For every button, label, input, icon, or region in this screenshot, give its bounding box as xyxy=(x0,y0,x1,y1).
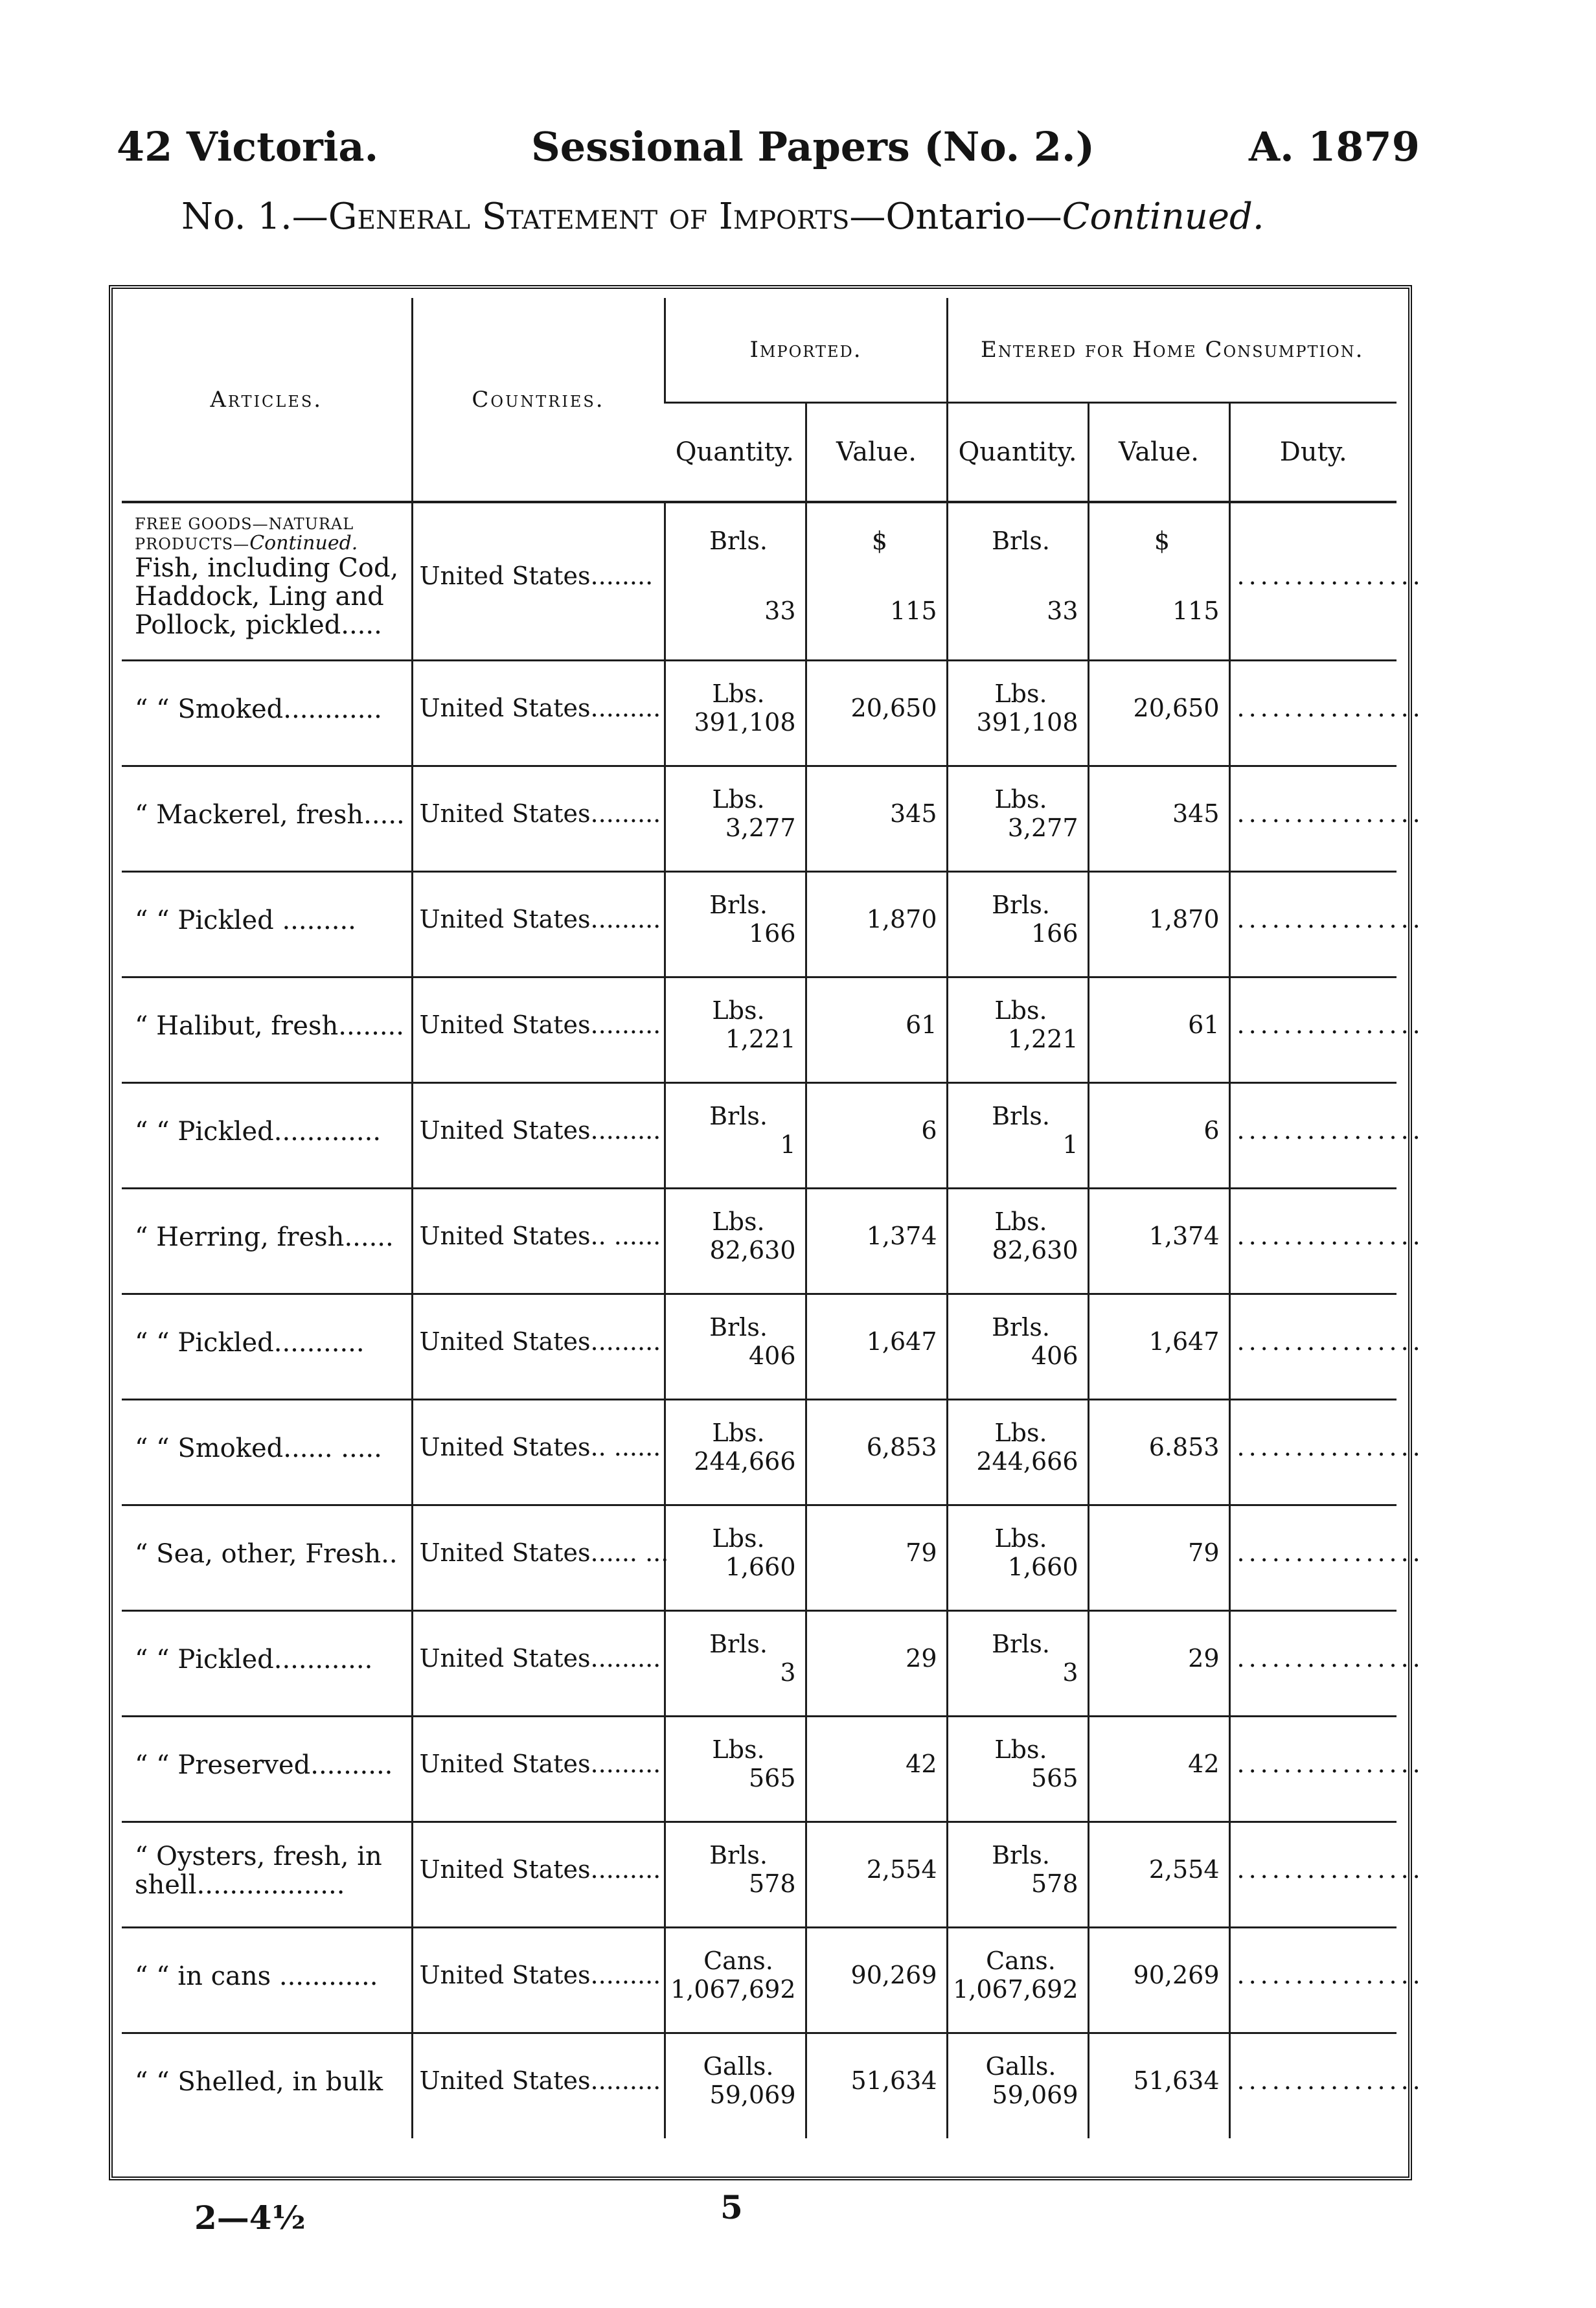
table-row xyxy=(122,2033,1396,2138)
entered-quantity-cell xyxy=(947,1399,1088,1505)
header-entered-quantity: Quantity. xyxy=(947,403,1088,503)
unit-label: Brls. xyxy=(992,1101,1050,1130)
statement-name: General Statement of Imports xyxy=(328,196,850,238)
duty-cell: ................ xyxy=(1229,1927,1396,2033)
article-cell xyxy=(122,1082,412,1188)
article-name: “ Herring, fresh...... xyxy=(135,1222,394,1252)
article-cell xyxy=(122,1505,412,1610)
imported-value-cell xyxy=(806,502,947,660)
numeric-value: 391,108 xyxy=(976,707,1078,737)
country-cell: United States......... xyxy=(412,660,665,766)
entered-quantity-cell xyxy=(947,1927,1088,2033)
numeric-value: 59,069 xyxy=(992,2081,1078,2110)
numeric-value: 6 xyxy=(921,1115,937,1145)
header-entered-value: Value. xyxy=(1088,403,1229,503)
header-left: 42 Victoria. xyxy=(117,123,379,170)
numeric-value: 1,374 xyxy=(866,1221,937,1250)
unit-label: Lbs. xyxy=(994,996,1047,1025)
duty-cell: ................ xyxy=(1229,660,1396,766)
entered-value-cell xyxy=(1088,502,1229,660)
unit-label: Lbs. xyxy=(994,1207,1047,1236)
imported-quantity-cell xyxy=(665,1716,806,1822)
table-row xyxy=(122,1822,1396,1927)
entered-value-cell xyxy=(1088,871,1229,977)
section-line-2-text: PRODUCTS— xyxy=(135,534,250,553)
table-row xyxy=(122,660,1396,766)
article-name: “ “ Preserved.......... xyxy=(135,1750,393,1780)
entered-value-cell xyxy=(1088,2033,1229,2138)
numeric-value: 391,108 xyxy=(694,707,796,737)
numeric-value: 20,650 xyxy=(1133,693,1220,722)
country-cell: United States........ xyxy=(412,502,665,660)
page-number: 5 xyxy=(720,2188,743,2226)
unit-label: Lbs. xyxy=(712,1735,765,1764)
numeric-value: 565 xyxy=(748,1763,796,1792)
table-row xyxy=(122,977,1396,1082)
table-row xyxy=(122,1082,1396,1188)
numeric-value: 61 xyxy=(906,1010,937,1039)
country-cell: United States...... ... xyxy=(412,1505,665,1610)
numeric-value: 115 xyxy=(1172,597,1220,626)
duty-cell: ................ xyxy=(1229,1188,1396,1294)
numeric-value: 3 xyxy=(1062,1658,1078,1687)
article-name: Fish, including Cod, Haddock, Ling and Pollock, pickled..... xyxy=(135,553,399,640)
numeric-value: 1,870 xyxy=(1148,904,1220,933)
imported-value-cell xyxy=(806,1505,947,1610)
unit-label: Galls. xyxy=(703,2052,774,2081)
article-name: “ Mackerel, fresh..... xyxy=(135,799,405,830)
entered-value-cell xyxy=(1088,1082,1229,1188)
duty-cell: ................ xyxy=(1229,871,1396,977)
statement-province: —Ontario— xyxy=(849,196,1062,238)
unit-label: Lbs. xyxy=(994,1735,1047,1764)
numeric-value: 1,067,692 xyxy=(953,1974,1078,2004)
article-name: “ “ Shelled, in bulk xyxy=(135,2067,383,2097)
unit-label: Brls. xyxy=(709,1629,768,1658)
numeric-value: 82,630 xyxy=(992,1235,1078,1264)
duty-cell: ................ xyxy=(1229,1822,1396,1927)
duty-cell: ................ xyxy=(1229,2033,1396,2138)
entered-quantity-cell xyxy=(947,766,1088,871)
entered-value-cell xyxy=(1088,1716,1229,1822)
imported-value-cell xyxy=(806,2033,947,2138)
imported-value-cell xyxy=(806,871,947,977)
numeric-value: 33 xyxy=(764,597,796,626)
numeric-value: 406 xyxy=(1031,1341,1078,1370)
unit-label: Brls. xyxy=(992,1629,1050,1658)
numeric-value: 79 xyxy=(906,1538,937,1567)
table-row xyxy=(122,1188,1396,1294)
entered-quantity-cell xyxy=(947,977,1088,1082)
entered-quantity-cell xyxy=(947,502,1088,660)
imported-quantity-cell xyxy=(665,660,806,766)
imported-value-cell xyxy=(806,1716,947,1822)
unit-label: Cans. xyxy=(703,1946,773,1975)
unit-label: $ xyxy=(871,527,888,556)
imported-quantity-cell xyxy=(665,1822,806,1927)
article-cell xyxy=(122,502,412,660)
imported-quantity-cell xyxy=(665,1505,806,1610)
imported-quantity-cell xyxy=(665,766,806,871)
entered-value-cell xyxy=(1088,766,1229,871)
article-name: “ “ Pickled ......... xyxy=(135,905,356,935)
footer-signature: 2—4½ xyxy=(194,2199,306,2237)
article-name: “ “ Pickled............. xyxy=(135,1116,382,1147)
header-title: Sessional Papers (No. 2.) xyxy=(531,123,1095,170)
numeric-value: 33 xyxy=(1047,597,1078,626)
imported-value-cell xyxy=(806,766,947,871)
article-name: “ “ Pickled........... xyxy=(135,1327,365,1358)
entered-quantity-cell xyxy=(947,1188,1088,1294)
imported-quantity-cell xyxy=(665,1188,806,1294)
entered-quantity-cell xyxy=(947,1082,1088,1188)
unit-label: Lbs. xyxy=(712,1524,765,1553)
unit-label: Lbs. xyxy=(994,679,1047,708)
numeric-value: 3,277 xyxy=(1007,813,1078,842)
entered-quantity-cell xyxy=(947,1294,1088,1399)
imported-value-cell xyxy=(806,977,947,1082)
imported-quantity-cell xyxy=(665,1927,806,2033)
unit-label: Brls. xyxy=(992,1312,1050,1342)
unit-label: Cans. xyxy=(986,1946,1056,1975)
unit-label: Brls. xyxy=(709,1840,768,1869)
header-imported: Imported. xyxy=(665,298,947,403)
header-countries: Countries. xyxy=(412,298,665,502)
header-right: A. 1879 xyxy=(1249,123,1420,170)
numeric-value: 59,069 xyxy=(709,2081,796,2110)
country-cell: United States......... xyxy=(412,2033,665,2138)
article-cell xyxy=(122,766,412,871)
unit-label: Brls. xyxy=(709,1312,768,1342)
imported-quantity-cell xyxy=(665,2033,806,2138)
article-name: “ “ Smoked...... ..... xyxy=(135,1433,382,1463)
entered-value-cell xyxy=(1088,1822,1229,1927)
numeric-value: 1,660 xyxy=(725,1552,796,1581)
unit-label: Lbs. xyxy=(712,996,765,1025)
table-row xyxy=(122,1716,1396,1822)
unit-label: Galls. xyxy=(985,2052,1056,2081)
numeric-value: 1,647 xyxy=(1148,1327,1220,1356)
article-cell xyxy=(122,1927,412,2033)
numeric-value: 244,666 xyxy=(694,1446,796,1476)
entered-value-cell xyxy=(1088,1294,1229,1399)
header-imported-quantity: Quantity. xyxy=(665,403,806,503)
unit-label: Brls. xyxy=(709,890,768,919)
table-row xyxy=(122,1505,1396,1610)
article-cell xyxy=(122,1610,412,1716)
table-row xyxy=(122,871,1396,977)
country-cell: United States......... xyxy=(412,977,665,1082)
numeric-value: 20,650 xyxy=(850,693,937,722)
imported-value-cell xyxy=(806,1188,947,1294)
duty-cell: ................ xyxy=(1229,1082,1396,1188)
numeric-value: 166 xyxy=(748,919,796,948)
country-cell: United States......... xyxy=(412,1822,665,1927)
unit-label: $ xyxy=(1154,527,1170,556)
entered-quantity-cell xyxy=(947,1716,1088,1822)
entered-quantity-cell xyxy=(947,660,1088,766)
country-cell: United States......... xyxy=(412,1082,665,1188)
article-cell xyxy=(122,1399,412,1505)
numeric-value: 51,634 xyxy=(1133,2066,1220,2096)
numeric-value: 1 xyxy=(1062,1130,1078,1159)
article-name: “ Oysters, fresh, in shell.................. xyxy=(135,1841,382,1900)
numeric-value: 406 xyxy=(748,1341,796,1370)
article-cell xyxy=(122,2033,412,2138)
numeric-value: 90,269 xyxy=(850,1960,937,1989)
table-row xyxy=(122,1610,1396,1716)
unit-label: Brls. xyxy=(992,890,1050,919)
numeric-value: 90,269 xyxy=(1133,1960,1220,1989)
article-name: “ Halibut, fresh........ xyxy=(135,1011,404,1041)
entered-quantity-cell xyxy=(947,871,1088,977)
numeric-value: 1 xyxy=(780,1130,796,1159)
numeric-value: 6,853 xyxy=(866,1432,937,1461)
numeric-value: 42 xyxy=(906,1749,937,1778)
statement-title xyxy=(181,196,1264,238)
entered-value-cell xyxy=(1088,1505,1229,1610)
country-cell: United States......... xyxy=(412,1294,665,1399)
imported-quantity-cell xyxy=(665,1294,806,1399)
entered-value-cell xyxy=(1088,1399,1229,1505)
entered-value-cell xyxy=(1088,1927,1229,2033)
numeric-value: 578 xyxy=(748,1869,796,1898)
numeric-value: 42 xyxy=(1188,1749,1220,1778)
duty-cell: ................ xyxy=(1229,766,1396,871)
unit-label: Brls. xyxy=(709,1101,768,1130)
article-name: “ “ Smoked............ xyxy=(135,694,382,724)
imported-value-cell xyxy=(806,1399,947,1505)
article-name: “ Sea, other, Fresh.. xyxy=(135,1538,398,1569)
unit-label: Brls. xyxy=(992,527,1050,556)
country-cell: United States......... xyxy=(412,871,665,977)
numeric-value: 1,647 xyxy=(866,1327,937,1356)
numeric-value: 1,067,692 xyxy=(670,1974,796,2004)
imported-quantity-cell xyxy=(665,977,806,1082)
statement-continued: Continued. xyxy=(1062,196,1264,238)
numeric-value: 82,630 xyxy=(709,1235,796,1264)
country-cell: United States......... xyxy=(412,1927,665,2033)
article-cell xyxy=(122,1822,412,1927)
numeric-value: 115 xyxy=(889,597,937,626)
entered-value-cell xyxy=(1088,1188,1229,1294)
unit-label: Lbs. xyxy=(712,1418,765,1447)
article-cell xyxy=(122,977,412,1082)
header-articles: Articles. xyxy=(122,298,412,502)
section-heading xyxy=(135,516,411,554)
numeric-value: 1,221 xyxy=(1007,1024,1078,1053)
duty-cell: ................ xyxy=(1229,977,1396,1082)
entered-value-cell xyxy=(1088,1610,1229,1716)
article-cell xyxy=(122,660,412,766)
imported-quantity-cell xyxy=(665,1610,806,1716)
numeric-value: 1,660 xyxy=(1007,1552,1078,1581)
duty-cell: ................ xyxy=(1229,502,1396,660)
country-cell: United States......... xyxy=(412,766,665,871)
numeric-value: 29 xyxy=(906,1643,937,1673)
numeric-value: 345 xyxy=(1172,799,1220,828)
unit-label: Lbs. xyxy=(994,1524,1047,1553)
section-line-1: FREE GOODS—NATURAL xyxy=(135,514,354,533)
numeric-value: 244,666 xyxy=(976,1446,1078,1476)
numeric-value: 1,870 xyxy=(866,904,937,933)
entered-quantity-cell xyxy=(947,1505,1088,1610)
duty-cell: ................ xyxy=(1229,1610,1396,1716)
imported-value-cell xyxy=(806,1822,947,1927)
section-line-2 xyxy=(135,532,411,554)
duty-cell: ................ xyxy=(1229,1505,1396,1610)
numeric-value: 79 xyxy=(1188,1538,1220,1567)
country-cell: United States.. ...... xyxy=(412,1188,665,1294)
statement-number: No. 1.— xyxy=(181,196,328,238)
numeric-value: 6 xyxy=(1203,1115,1220,1145)
entered-quantity-cell xyxy=(947,1610,1088,1716)
section-continued: Continued. xyxy=(249,531,358,554)
table-row xyxy=(122,502,1396,660)
numeric-value: 3 xyxy=(780,1658,796,1687)
imported-value-cell xyxy=(806,660,947,766)
unit-label: Lbs. xyxy=(712,1207,765,1236)
header-imported-value: Value. xyxy=(806,403,947,503)
article-name: “ “ in cans ............ xyxy=(135,1961,378,1991)
header-duty: Duty. xyxy=(1229,403,1396,503)
entered-value-cell xyxy=(1088,660,1229,766)
table-body xyxy=(122,502,1424,2138)
numeric-value: 1,374 xyxy=(1148,1221,1220,1250)
numeric-value: 2,554 xyxy=(866,1855,937,1884)
numeric-value: 51,634 xyxy=(850,2066,937,2096)
numeric-value: 345 xyxy=(889,799,937,828)
table-frame xyxy=(109,285,1424,2180)
table-row xyxy=(122,1927,1396,2033)
article-cell xyxy=(122,1716,412,1822)
numeric-value: 3,277 xyxy=(725,813,796,842)
table-row xyxy=(122,766,1396,871)
unit-label: Brls. xyxy=(992,1840,1050,1869)
entered-value-cell xyxy=(1088,977,1229,1082)
duty-cell: ................ xyxy=(1229,1294,1396,1399)
imported-value-cell xyxy=(806,1082,947,1188)
unit-label: Lbs. xyxy=(712,679,765,708)
table-row xyxy=(122,1294,1396,1399)
entered-quantity-cell xyxy=(947,1822,1088,1927)
article-cell xyxy=(122,1188,412,1294)
imported-quantity-cell xyxy=(665,1399,806,1505)
country-cell: United States.. ...... xyxy=(412,1399,665,1505)
imports-table xyxy=(122,298,1424,2138)
unit-label: Lbs. xyxy=(712,784,765,814)
numeric-value: 565 xyxy=(1031,1763,1078,1792)
table-row xyxy=(122,1399,1396,1505)
duty-cell: ................ xyxy=(1229,1399,1396,1505)
duty-cell: ................ xyxy=(1229,1716,1396,1822)
unit-label: Lbs. xyxy=(994,784,1047,814)
article-cell xyxy=(122,1294,412,1399)
unit-label: Lbs. xyxy=(994,1418,1047,1447)
imported-value-cell xyxy=(806,1927,947,2033)
imported-quantity-cell xyxy=(665,1082,806,1188)
numeric-value: 166 xyxy=(1031,919,1078,948)
article-name: “ “ Pickled............ xyxy=(135,1644,373,1674)
imported-value-cell xyxy=(806,1610,947,1716)
numeric-value: 6.853 xyxy=(1148,1432,1220,1461)
numeric-value: 2,554 xyxy=(1148,1855,1220,1884)
unit-label: Brls. xyxy=(709,527,768,556)
article-cell xyxy=(122,871,412,977)
country-cell: United States......... xyxy=(412,1610,665,1716)
country-cell: United States......... xyxy=(412,1716,665,1822)
numeric-value: 1,221 xyxy=(725,1024,796,1053)
header-entered: Entered for Home Consumption. xyxy=(947,298,1396,403)
numeric-value: 29 xyxy=(1188,1643,1220,1673)
imported-quantity-cell xyxy=(665,502,806,660)
imported-value-cell xyxy=(806,1294,947,1399)
entered-quantity-cell xyxy=(947,2033,1088,2138)
numeric-value: 578 xyxy=(1031,1869,1078,1898)
imported-quantity-cell xyxy=(665,871,806,977)
numeric-value: 61 xyxy=(1188,1010,1220,1039)
